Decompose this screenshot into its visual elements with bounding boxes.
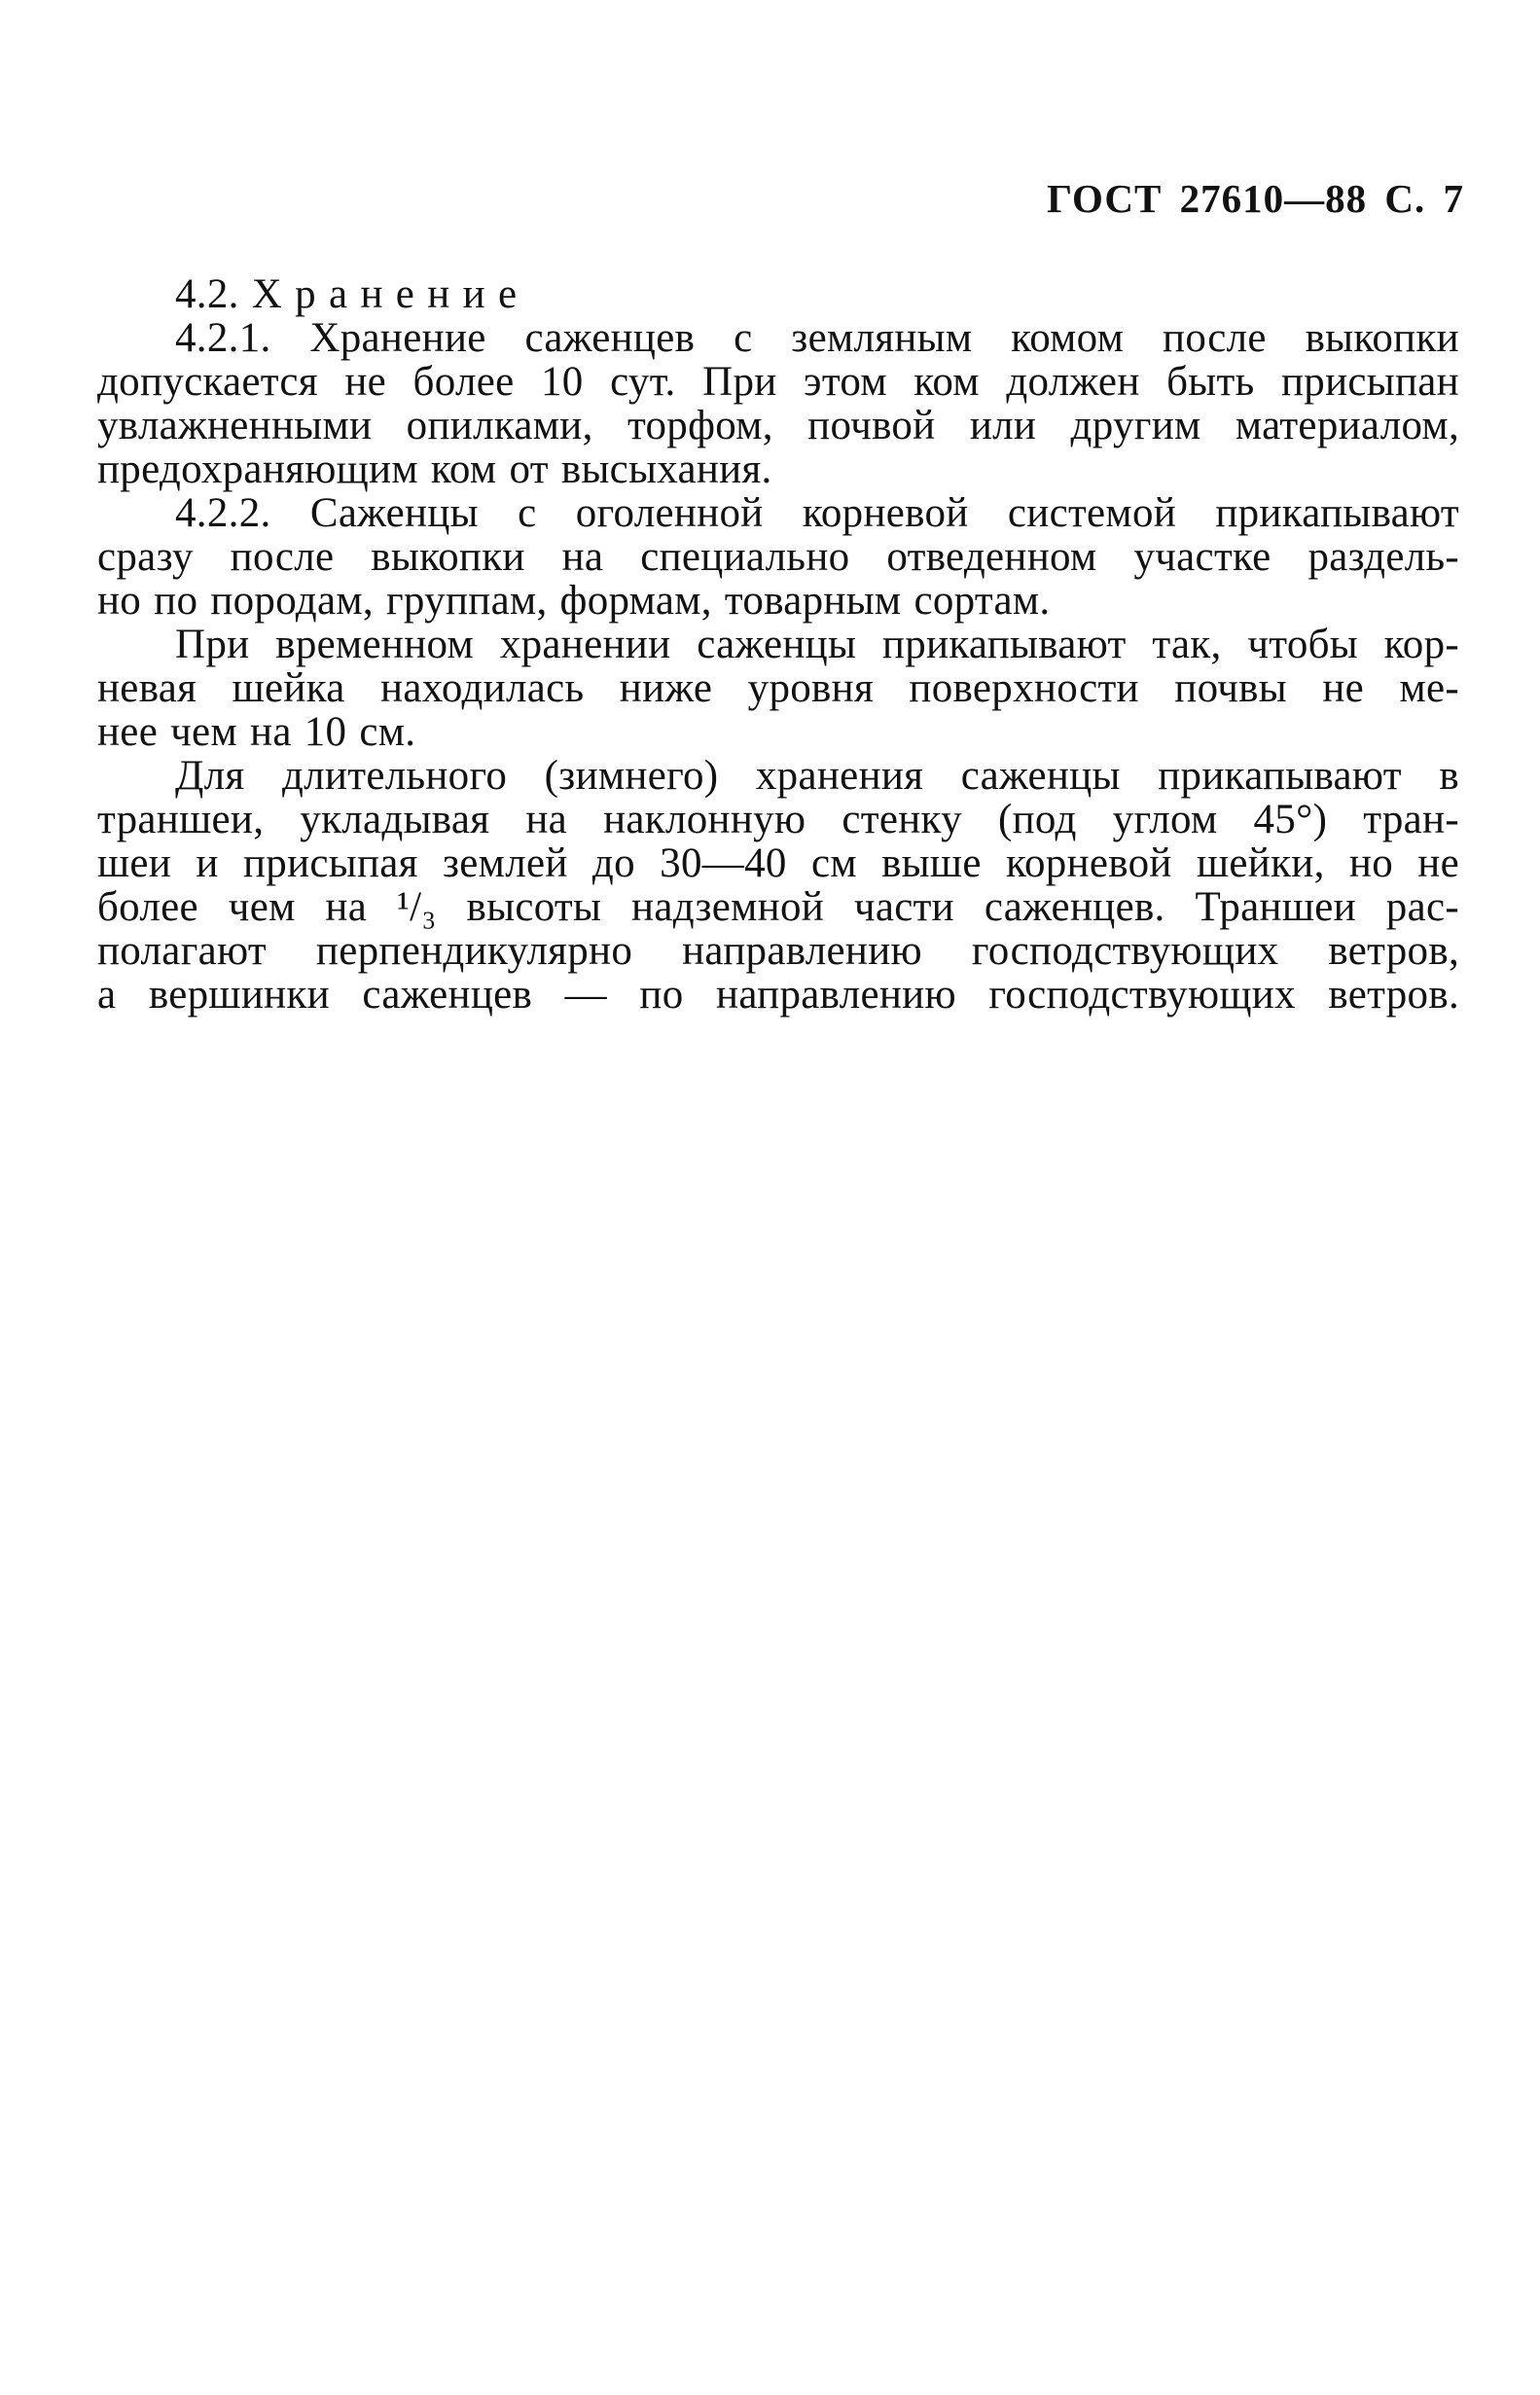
text-line: 4.2.1. Хранение саженцев с земляным комом после выкопки bbox=[175, 315, 1459, 361]
section-heading: 4.2. Х р а н е н и е bbox=[175, 271, 518, 317]
text-line: полагают перпендикулярно направлению господствующих ветров, bbox=[97, 928, 1459, 974]
text-line: увлажненными опилками, торфом, почвой или другим материалом, bbox=[97, 403, 1459, 448]
document-body bbox=[97, 272, 1459, 1017]
text-line: 4.2.2. Саженцы с оголенной корневой системой прикапывают bbox=[175, 490, 1459, 536]
text-line: сразу после выкопки на специально отведенном участке раздель- bbox=[97, 534, 1459, 580]
text-line: траншеи, укладывая на наклонную стенку (под углом 45°) тран- bbox=[97, 797, 1459, 842]
text-line: невая шейка находилась ниже уровня поверхности почвы не ме- bbox=[97, 665, 1459, 711]
text-line: Для длительного (зимнего) хранения саженцы прикапывают в bbox=[175, 753, 1459, 799]
text-line: нее чем на 10 см. bbox=[97, 709, 416, 755]
text-line: шеи и присыпая землей до 30—40 см выше корневой шейки, но не bbox=[97, 840, 1459, 886]
text-line: допускается не более 10 сут. При этом ком должен быть присыпан bbox=[97, 359, 1459, 405]
text-line: предохраняющим ком от высыхания. bbox=[97, 447, 772, 492]
page-header: ГОСТ 27610—88 С. 7 bbox=[1046, 176, 1464, 221]
text-line: более чем на ¹/₃ высоты надземной части саженцев. Траншеи рас- bbox=[97, 884, 1459, 930]
text-line: а вершинки саженцев — по направлению господствующих ветров. bbox=[97, 972, 1459, 1018]
text-line: но по породам, группам, формам, товарным сортам. bbox=[97, 578, 1051, 624]
text-line: При временном хранении саженцы прикапывают так, чтобы кор- bbox=[175, 622, 1459, 667]
